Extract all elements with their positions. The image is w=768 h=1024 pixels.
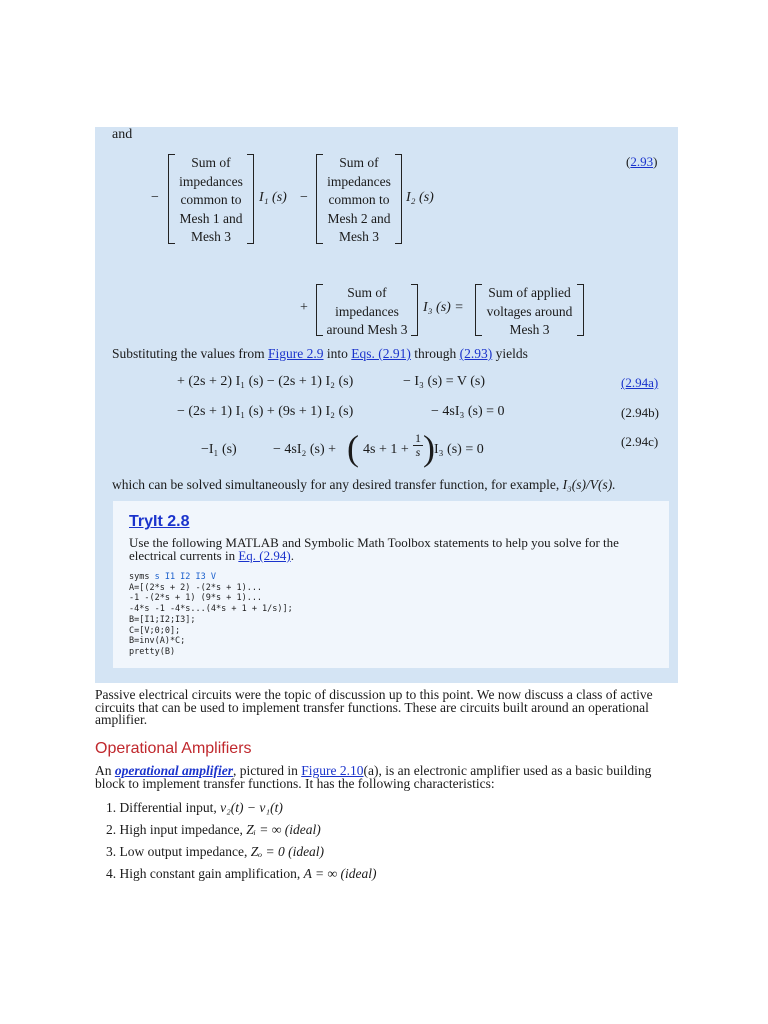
solved-line: [112, 477, 616, 493]
eq94c-fraction: [413, 432, 423, 459]
and-text: and: [112, 127, 133, 142]
opamp-intro: [95, 765, 675, 790]
eq93-box3-line: impedances: [335, 303, 399, 319]
eq-2-93-link[interactable]: (2.93): [459, 346, 493, 361]
eq93-number: (2.93): [626, 154, 658, 169]
eq94c-number: (2.94c): [621, 434, 659, 449]
eq93-bracket-2: [316, 154, 402, 244]
solved-expr: I₃(s)/V(s).: [562, 477, 616, 492]
subst-post: yields: [492, 346, 528, 361]
eq93-box2-line: common to: [328, 192, 390, 207]
eq93-i2: I₂ (s): [406, 190, 434, 205]
eq93-bracket-1: [168, 154, 254, 244]
code-line: B=inv(A)*C;: [129, 636, 186, 647]
code-line: pretty(B): [129, 646, 176, 657]
passive-paragraph: Passive electrical circuits were the topic of discussion up to this point. We now discuss a class of active circuits that can be used to implement transfer functions. These are circuits built around an operational amplifier.: [95, 687, 653, 727]
list-math: A = ∞ (ideal): [303, 866, 377, 881]
matlab-code-block: [129, 572, 293, 658]
eq94c-p3: 4s + 1 +: [363, 442, 409, 457]
eq93-plus: +: [300, 300, 308, 315]
subst-mid: into: [323, 346, 352, 361]
eq94b-left: − (2s + 1) I₁ (s) + (9s + 1) I₂ (s): [177, 404, 354, 419]
list-item: [106, 866, 376, 882]
eq94a-left: + (2s + 2) I₁ (s) − (2s + 1) I₂ (s): [177, 374, 354, 389]
list-math: v₂(t) − v₁(t): [220, 800, 283, 815]
eq93-box4-line: Sum of applied: [488, 285, 571, 300]
eq93-box2-line: Sum of: [339, 155, 379, 170]
list-number: 1.: [106, 800, 117, 815]
eq94c-frac-num: 1: [415, 431, 421, 445]
code-line: C=[V;0;0];: [129, 625, 181, 636]
list-item: [106, 844, 324, 860]
solved-text: which can be solved simultaneously for any desired transfer function, for example,: [112, 477, 563, 492]
eq93-box1-line: common to: [180, 192, 242, 207]
tryit-box: [113, 501, 669, 668]
eq93-box4-line: Mesh 3: [509, 322, 550, 337]
figure-2-9-link[interactable]: Figure 2.9: [268, 346, 324, 361]
eq93-box1-line: Mesh 3: [190, 229, 232, 244]
eq94a-link[interactable]: (2.94a): [621, 375, 659, 390]
code-line: B=[I1;I2;I3];: [129, 614, 196, 625]
eq93-i1: I₁ (s): [259, 190, 287, 205]
list-item: [106, 800, 283, 816]
eq93-box1-line: Mesh 1 and: [179, 210, 243, 226]
section-heading: Operational Amplifiers: [95, 740, 252, 757]
list-number: 3.: [106, 844, 117, 859]
eq94a-right: − I₃ (s) = V (s): [403, 374, 485, 389]
list-number: 2.: [106, 822, 117, 837]
tryit-title[interactable]: TryIt 2.8: [129, 513, 190, 530]
list-text: High constant gain amplification,: [119, 866, 304, 881]
intro-mid: , pictured in: [233, 763, 302, 778]
list-text: High input impedance,: [119, 822, 247, 837]
eq94c-p4: I₃ (s) = 0: [434, 442, 484, 457]
eq94b-number: (2.94b): [621, 405, 659, 420]
code-keyword: syms: [129, 572, 155, 582]
eq93-box1-line: impedances: [179, 173, 243, 189]
eq94b-right: − 4sI₃ (s) = 0: [431, 404, 505, 419]
eq93-minus: −: [151, 190, 159, 205]
eq93-i3: I₃ (s) =: [423, 300, 464, 315]
eqs-2-91-link[interactable]: Eqs. (2.91): [351, 346, 411, 361]
eq93-box3-line: around Mesh 3: [326, 322, 408, 337]
eq93-bracket-3: [316, 284, 418, 336]
eq93-link[interactable]: 2.93: [630, 154, 654, 169]
eq94c-p2: − 4sI₂ (s) +: [273, 442, 337, 457]
tryit-body-text: Use the following MATLAB and Symbolic Math Toolbox statements to help you solve for the electrical currents in: [129, 535, 619, 563]
code-line: -1 -(2*s + 1) (9*s + 1)...: [129, 593, 263, 604]
eq93-box4-line: voltages around: [486, 303, 573, 319]
code-line: A=[(2*s + 2) -(2*s + 1)...: [129, 582, 263, 593]
eq93-box2-line: impedances: [327, 173, 391, 189]
operational-amplifier-term[interactable]: operational amplifier: [114, 763, 233, 778]
eq93-bracket-4: [475, 284, 584, 336]
code-line: [129, 572, 293, 583]
intro-post: (a), is an electronic amplifier used as a basic building block to implement transfer functions. It has the following characteristics:: [95, 763, 652, 791]
eq93-box2-line: Mesh 3: [338, 229, 380, 244]
substituting-line: [112, 346, 528, 362]
eq93-box2-line: Mesh 2 and: [327, 210, 391, 226]
intro-pre: An: [95, 763, 115, 778]
tryit-body: [129, 536, 649, 562]
eq-2-94-link[interactable]: Eq. (2.94): [238, 548, 291, 563]
figure-2-10-link[interactable]: Figure 2.10: [301, 763, 364, 778]
eq93-minus2: −: [300, 190, 308, 205]
list-math: Zᵢ = ∞ (ideal): [246, 822, 321, 837]
eq94c-p1: −I₁ (s): [201, 442, 237, 457]
list-number: 4.: [106, 866, 117, 881]
eq94c-frac-den: s: [415, 445, 421, 459]
eq94c-close-paren: ): [423, 428, 435, 468]
eq93-box1-line: Sum of: [191, 155, 231, 170]
list-item: [106, 822, 321, 838]
tryit-body-post: .: [290, 548, 294, 563]
code-symbols: s I1 I2 I3 V: [154, 572, 217, 582]
list-text: Low output impedance,: [119, 844, 251, 859]
list-text: Differential input,: [119, 800, 221, 815]
subst-through: through: [410, 346, 460, 361]
eq94c-open-paren: (: [347, 428, 359, 468]
subst-pre: Substituting the values from: [112, 346, 268, 361]
code-line: -4*s -1 -4*s...(4*s + 1 + 1/s)];: [129, 604, 293, 615]
eq93-box3-line: Sum of: [347, 285, 387, 300]
list-math: Zₒ = 0 (ideal): [250, 844, 325, 859]
